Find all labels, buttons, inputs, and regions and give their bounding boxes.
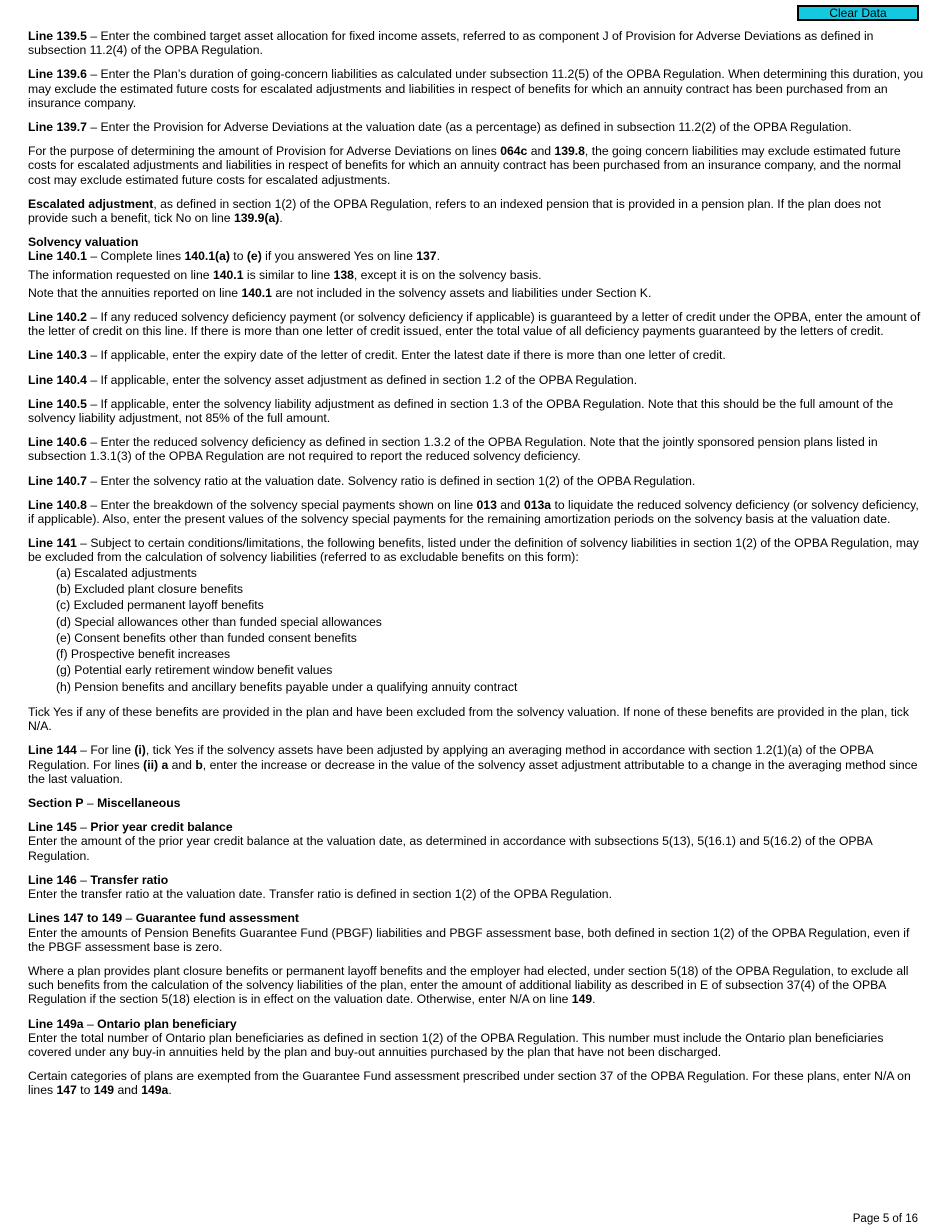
blocks2-paragraph: Line 144 – For line (i), tick Yes if the solvency assets have been adjusted by applying an averaging method in accordance with section 1.2(1)(a) of the OPBA Regulation. For lines (ii) a and b, enter the increase or decrease in the value of the solvency asset adjustment attributable to a change in the averaging method since the last valuation. <box>28 743 918 786</box>
instructions-part-2 <box>28 705 924 1097</box>
blocks-paragraph: Line 140.7 – Enter the solvency ratio at the valuation date. Solvency ratio is defined in section 1(2) of the OPBA Regulation. <box>28 473 696 488</box>
excludable-benefit-item: (d) Special allowances other than funded special allowances <box>56 614 382 629</box>
blocks-paragraph: Line 140.2 – If any reduced solvency deficiency payment (or solvency deficiency if applicable) is guaranteed by a letter of credit under the OPBA, enter the amount of the letter of credit on this line. If there is more than one letter of credit issued, enter the total value of all deficiency payments guaranteed by the letters of credit. <box>28 310 921 339</box>
excludable-benefit-item: (f) Prospective benefit increases <box>56 647 231 662</box>
blocks2-paragraph: Line 149a – Ontario plan beneficiary <box>28 1016 237 1031</box>
blocks-paragraph: The information requested on line 140.1 is similar to line 138, except it is on the solvency basis. <box>28 267 542 282</box>
excludable-benefit-item: (a) Escalated adjustments <box>56 565 197 580</box>
blocks-paragraph: Line 140.5 – If applicable, enter the solvency liability adjustment as defined in section 1.3 of the OPBA Regulation. Note that this should be the full amount of the solvency liability adjustment, not 85% of the full amount. <box>28 396 894 426</box>
blocks2-paragraph: Line 145 – Prior year credit balance <box>28 820 233 835</box>
excludable-benefit-item: (e) Consent benefits other than funded consent benefits <box>56 630 357 645</box>
instructions-part-1 <box>28 29 924 565</box>
blocks-paragraph: Escalated adjustment, as defined in section 1(2) of the OPBA Regulation, refers to an indexed pension that is provided in a pension plan. If the plan does not provide such a benefit, tick No on line 139.9(a). <box>28 196 881 226</box>
blocks-paragraph: Line 140.6 – Enter the reduced solvency deficiency as defined in section 1.3.2 of the OPBA Regulation. Note that the jointly sponsored pension plans listed in subsection 1.3.1(3) of the OPBA Regulation are not required to report the reduced solvency deficiency. <box>28 435 878 464</box>
blocks-paragraph: Line 140.4 – If applicable, enter the solvency asset adjustment as defined in section 1.2 of the OPBA Regulation. <box>28 372 638 387</box>
blocks-paragraph: Note that the annuities reported on line 140.1 are not included in the solvency assets and liabilities under Section K. <box>28 285 652 300</box>
blocks2-paragraph: Enter the amount of the prior year credit balance at the valuation date, as determined in accordance with subsections 5(13), 5(16.1) and 5(16.2) of the OPBA Regulation. <box>28 834 873 863</box>
excludable-benefit-item: (g) Potential early retirement window benefit values <box>56 663 333 678</box>
blocks2-paragraph: Where a plan provides plant closure benefits or permanent layoff benefits and the employer had elected, under section 5(18) of the OPBA Regulation, to exclude all such benefits from the calculation of the solvency liabilities of the plan, enter the amount of additional liability as described in E of subsection 37(4) of the OPBA Regulation if the section 5(18) election is in effect on the valuation date. Otherwise, enter N/A on line 149. <box>28 963 909 1007</box>
blocks2-paragraph: Section P – Miscellaneous <box>28 796 181 811</box>
excludable-benefits-list <box>28 565 924 695</box>
blocks2-paragraph: Enter the total number of Ontario plan beneficiaries as defined in section 1(2) of the OPBA Regulation. This number must include the Ontario plan beneficiaries covered under any buy-in annuities held by the plan and buy-out annuities purchased by the plan that have not been discharged. <box>28 1030 884 1059</box>
excludable-benefit-item: (b) Excluded plant closure benefits <box>56 581 243 596</box>
blocks-paragraph: Solvency valuation <box>28 235 139 250</box>
blocks-paragraph: Line 139.5 – Enter the combined target asset allocation for fixed income assets, referred to as component J of Provision for Adverse Deviations as defined in subsection 11.2(4) of the OPBA Regulation. <box>28 29 874 58</box>
page-number: Page 5 of 16 <box>852 1213 918 1225</box>
blocks2-paragraph: Enter the transfer ratio at the valuation date. Transfer ratio is defined in section 1(2) of the OPBA Regulation. <box>28 887 612 902</box>
blocks-paragraph: Line 139.7 – Enter the Provision for Adverse Deviations at the valuation date (as a percentage) as defined in subsection 11.2(2) of the OPBA Regulation. <box>28 120 852 135</box>
blocks2-paragraph: Certain categories of plans are exempted from the Guarantee Fund assessment prescribed under section 37 of the OPBA Regulation. For these plans, enter N/A on lines 147 to 149 and 149a. <box>28 1069 911 1098</box>
blocks-paragraph: Line 140.8 – Enter the breakdown of the solvency special payments shown on line 013 and 013a to liquidate the reduced solvency deficiency (or solvency deficiency, if applicable). Also, enter the present values of the solvency special payments for the remaining amortization periods on the solvency basis at the valuation date. <box>28 497 919 527</box>
blocks2-paragraph: Lines 147 to 149 – Guarantee fund assessment <box>28 911 299 926</box>
blocks-paragraph: For the purpose of determining the amount of Provision for Adverse Deviations on lines 064c and 139.8, the going concern liabilities may exclude estimated future costs for escalated adjustments and liabilities in respect of benefits for which an annuity contract has been purchased from an insurance company, and the normal cost may exclude estimated future costs for escalated adjustments. <box>28 144 902 187</box>
excludable-benefit-item: (h) Pension benefits and ancillary benefits payable under a qualifying annuity contract <box>56 679 518 694</box>
blocks2-paragraph: Line 146 – Transfer ratio <box>28 872 169 887</box>
blocks-paragraph: Line 140.3 – If applicable, enter the expiry date of the letter of credit. Enter the latest date if there is more than one letter of credit. <box>28 348 726 363</box>
blocks-paragraph: Line 141 – Subject to certain conditions/limitations, the following benefits, listed under the definition of solvency liabilities in section 1(2) of the OPBA Regulation, may be excluded from the calculation of solvency liabilities (referred to as excludable benefits on this form): <box>28 536 919 565</box>
document-body <box>28 29 924 1098</box>
blocks-paragraph: Line 140.1 – Complete lines 140.1(a) to (e) if you answered Yes on line 137. <box>28 249 440 264</box>
excludable-benefit-item: (c) Excluded permanent layoff benefits <box>56 598 264 613</box>
blocks2-paragraph: Tick Yes if any of these benefits are provided in the plan and have been excluded from the solvency valuation. If none of these benefits are provided in the plan, tick N/A. <box>28 705 909 734</box>
blocks-paragraph: Line 139.6 – Enter the Plan’s duration of going-concern liabilities as calculated under subsection 11.2(5) of the OPBA Regulation. When determining this duration, you may exclude the estimated future costs for escalated adjustments and liabilities in respect of benefits for which an annuity contract has been purchased from an insurance company. <box>28 67 924 110</box>
clear-data-button[interactable]: Clear Data <box>797 5 919 21</box>
blocks2-paragraph: Enter the amounts of Pension Benefits Guarantee Fund (PBGF) liabilities and PBGF assessment base, both defined in section 1(2) of the OPBA Regulation, even if the PBGF assessment base is zero. <box>28 925 910 954</box>
